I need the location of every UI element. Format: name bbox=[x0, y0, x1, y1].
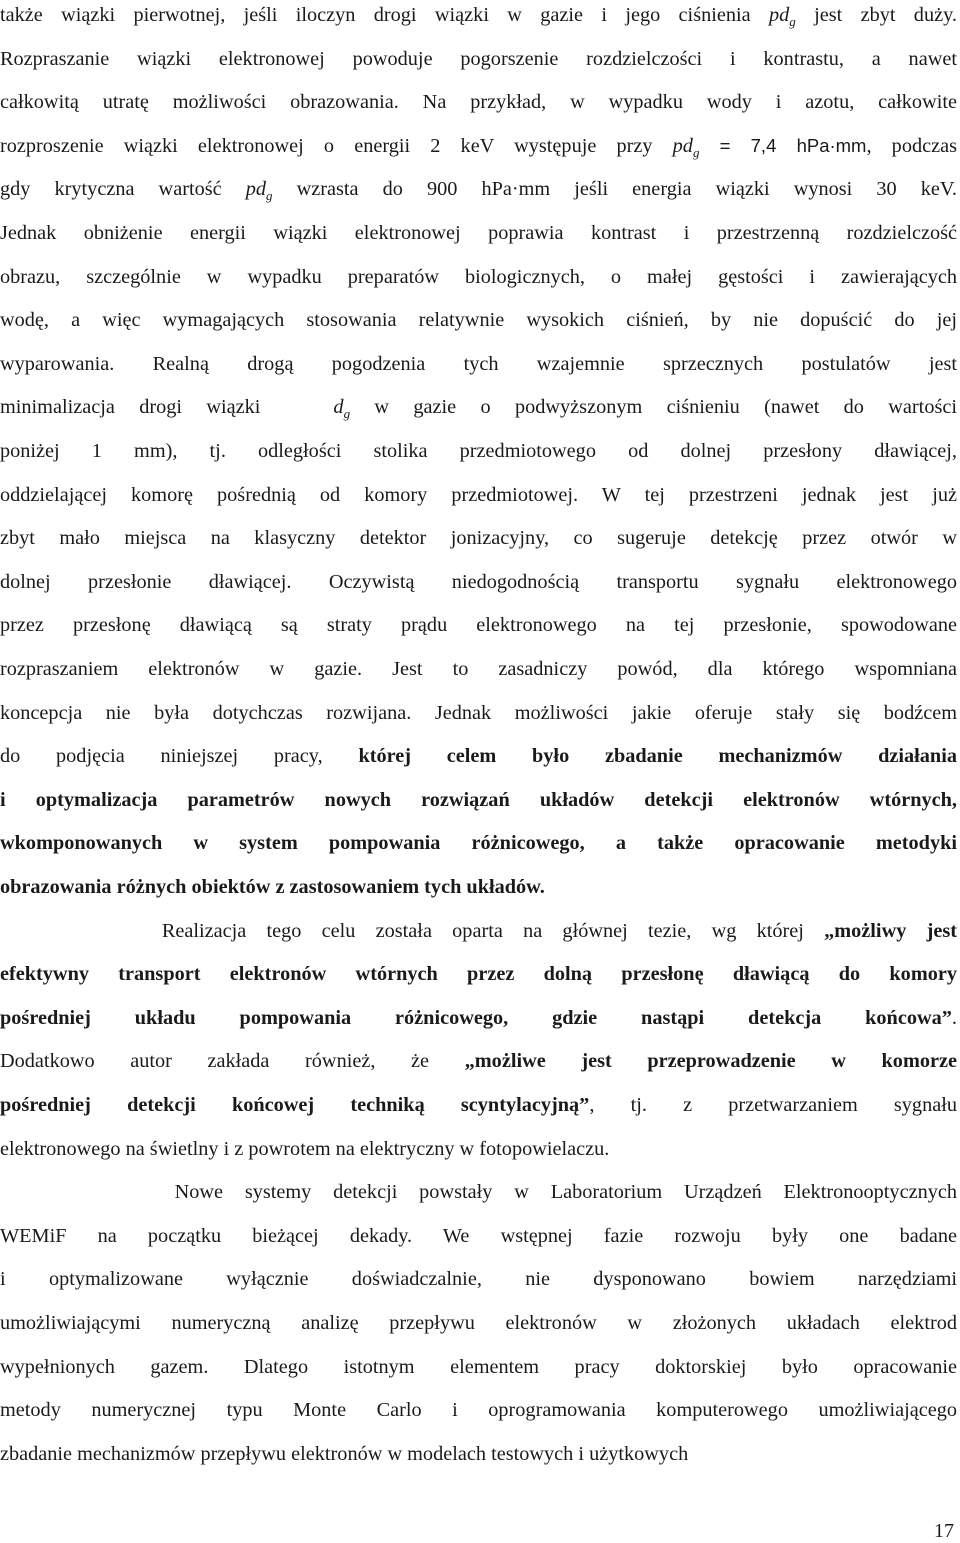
text-run: i optymalizacja parametrów nowych rozwiązań układów detekcji elektronów wtórnych, bbox=[0, 788, 957, 811]
text-line bbox=[0, 1311, 957, 1335]
text-line bbox=[0, 1355, 957, 1379]
text-run: pośredniej układu pompowania różnicowego, gdzie nastąpi detekcja końcowa” bbox=[0, 1006, 952, 1029]
text-line bbox=[0, 1137, 957, 1161]
text-run: także wiązki pierwotnej, jeśli iloczyn drogi wiązki w gazie i jego ciśnienia bbox=[0, 4, 769, 26]
text-run: rozpraszaniem elektronów w gazie. Jest to zasadniczy powód, dla którego wspomniana bbox=[0, 658, 957, 680]
text-line bbox=[0, 701, 957, 725]
text-run: pd bbox=[768, 4, 790, 26]
text-line bbox=[0, 134, 957, 158]
text-line bbox=[0, 1267, 957, 1291]
text-run: WEMiF na początku bieżącej dekady. We wstępnej fazie rozwoju były one badane bbox=[0, 1224, 957, 1247]
text-line bbox=[0, 1180, 957, 1204]
text-line bbox=[0, 1224, 957, 1248]
text-run: „możliwe jest przeprowadzenie w komorze bbox=[464, 1050, 957, 1073]
text-run: wyparowania. Realną drogą pogodzenia tych wzajemnie sprzecznych postulatów jest bbox=[0, 352, 957, 375]
text-line bbox=[0, 788, 957, 812]
text-line bbox=[0, 308, 957, 332]
text-run: elektronowego na świetlny i z powrotem na elektryczny w fotopowielaczu. bbox=[0, 1137, 610, 1160]
text-run: . bbox=[951, 1006, 957, 1029]
text-line bbox=[0, 177, 957, 204]
text-line bbox=[0, 265, 957, 289]
text-run: wkomponowanych w system pompowania różnicowego, a także opracowanie metodyki bbox=[0, 832, 957, 855]
text-run: koncepcja nie była dotychczas rozwijana. Jednak możliwości jakie oferuje stały się bodźcem bbox=[0, 701, 957, 724]
text-run: zbadanie mechanizmów przepływu elektronów w modelach testowych i użytkowych bbox=[0, 1442, 689, 1465]
text-run: całkowitą utratę możliwości obrazowania. Na przykład, w wypadku wody i azotu, całkowite bbox=[0, 91, 957, 114]
text-line bbox=[0, 1049, 957, 1073]
text-run: gdy krytyczna wartość bbox=[0, 178, 246, 201]
text-line bbox=[0, 570, 957, 594]
page-number: 17 bbox=[934, 1520, 954, 1542]
text-line bbox=[0, 90, 957, 114]
text-run: g bbox=[692, 144, 700, 160]
text-run: g bbox=[343, 406, 351, 422]
text-line bbox=[0, 1398, 957, 1422]
text-line bbox=[0, 352, 957, 376]
text-line bbox=[0, 613, 957, 637]
text-run: Rozpraszanie wiązki elektronowej powoduje pogorszenie rozdzielczości i kontrastu, a nawet bbox=[0, 47, 957, 70]
text-run: g bbox=[789, 14, 796, 29]
text-run: „możliwy jest bbox=[824, 919, 957, 942]
text-run: poniżej 1 mm), tj. odległości stolika przedmiotowego od dolnej przesłony dławiącej, bbox=[0, 440, 957, 462]
text-run: obrazu, szczególnie w wypadku preparatów biologicznych, o małej gęstości i zawierających bbox=[0, 265, 957, 288]
text-line bbox=[0, 744, 957, 768]
text-run: pośredniej detekcji końcowej techniką scyntylacyjną” bbox=[0, 1094, 590, 1116]
text-line bbox=[0, 221, 957, 245]
text-run: wzrasta do 900 hPa·mm jeśli energia wiązki wynosi 30 keV. bbox=[272, 178, 957, 201]
text-line bbox=[0, 47, 957, 71]
text-run: jest zbyt duży. bbox=[795, 4, 957, 26]
text-run: której celem było zbadanie mechanizmów działania bbox=[358, 745, 957, 768]
text-run: obrazowania różnych obiektów z zastosowaniem tych układów. bbox=[0, 876, 545, 898]
text-run: Nowe systemy detekcji powstały w Laboratorium Urządzeń Elektronooptycznych bbox=[0, 1181, 957, 1204]
text-run: umożliwiającymi numeryczną analizę przepływu elektronów w złożonych układach elektrod bbox=[0, 1312, 957, 1334]
text-run: metody numerycznej typu Monte Carlo i oprogramowania komputerowego umożliwiającego bbox=[0, 1399, 957, 1422]
text-run: przez przesłonę dławiącą są straty prądu elektronowego na tej przesłonie, spowodowane bbox=[0, 614, 957, 637]
text-run: oddzielającej komorę pośrednią od komory przedmiotowej. W tej przestrzeni jednak jest już bbox=[0, 483, 957, 506]
text-line bbox=[0, 483, 957, 507]
text-run: wypełnionych gazem. Dlatego istotnym elementem pracy doktorskiej było opracowanie bbox=[0, 1355, 957, 1378]
text-line bbox=[0, 526, 957, 550]
text-run: Jednak obniżenie energii wiązki elektronowej poprawia kontrast i przestrzenną rozdzielczość bbox=[0, 222, 957, 244]
text-run: minimalizacja drogi wiązki bbox=[0, 396, 334, 419]
text-line bbox=[0, 919, 957, 943]
text-line bbox=[0, 3, 957, 27]
text-line bbox=[0, 875, 957, 899]
text-run: pd bbox=[245, 178, 266, 201]
text-run: d bbox=[333, 396, 344, 419]
text-run: i optymalizowane wyłącznie doświadczalnie, nie dysponowano bowiem narzędziami bbox=[0, 1268, 957, 1291]
text-run: do podjęcia niniejszej pracy, bbox=[0, 745, 359, 768]
text-run: Dodatkowo autor zakłada również, że bbox=[0, 1050, 465, 1073]
text-line bbox=[0, 395, 957, 422]
text-run: w gazie o podwyższonym ciśnieniu (nawet do wartości bbox=[350, 396, 957, 419]
text-line bbox=[0, 439, 957, 463]
text-line bbox=[0, 1442, 957, 1466]
text-run: = 7,4 hPa·mm bbox=[699, 134, 867, 156]
text-run: g bbox=[266, 188, 273, 204]
text-line bbox=[0, 962, 957, 986]
text-run: efektywny transport elektronów wtórnych przez dolną przesłonę dławiącą do komory bbox=[0, 963, 957, 986]
text-run: pd bbox=[672, 134, 693, 157]
text-run: wodę, a więc wymagających stosowania relatywnie wysokich ciśnień, by nie dopuścić do jej bbox=[0, 309, 957, 332]
text-run: , podczas bbox=[866, 134, 957, 157]
text-run: zbyt mało miejsca na klasyczny detektor jonizacyjny, co sugeruje detekcję przez otwór w bbox=[0, 527, 957, 550]
text-line bbox=[0, 1006, 957, 1030]
text-run: rozproszenie wiązki elektronowej o energii 2 keV występuje przy bbox=[0, 134, 673, 157]
text-line bbox=[0, 657, 957, 681]
text-run: Realizacja tego celu została oparta na głównej tezie, wg której bbox=[0, 919, 825, 942]
text-line bbox=[0, 1093, 957, 1117]
text-run: , tj. z przetwarzaniem sygnału bbox=[589, 1094, 957, 1116]
text-run: dolnej przesłonie dławiącej. Oczywistą niedogodnością transportu sygnału elektronowego bbox=[0, 570, 957, 593]
text-line bbox=[0, 831, 957, 855]
